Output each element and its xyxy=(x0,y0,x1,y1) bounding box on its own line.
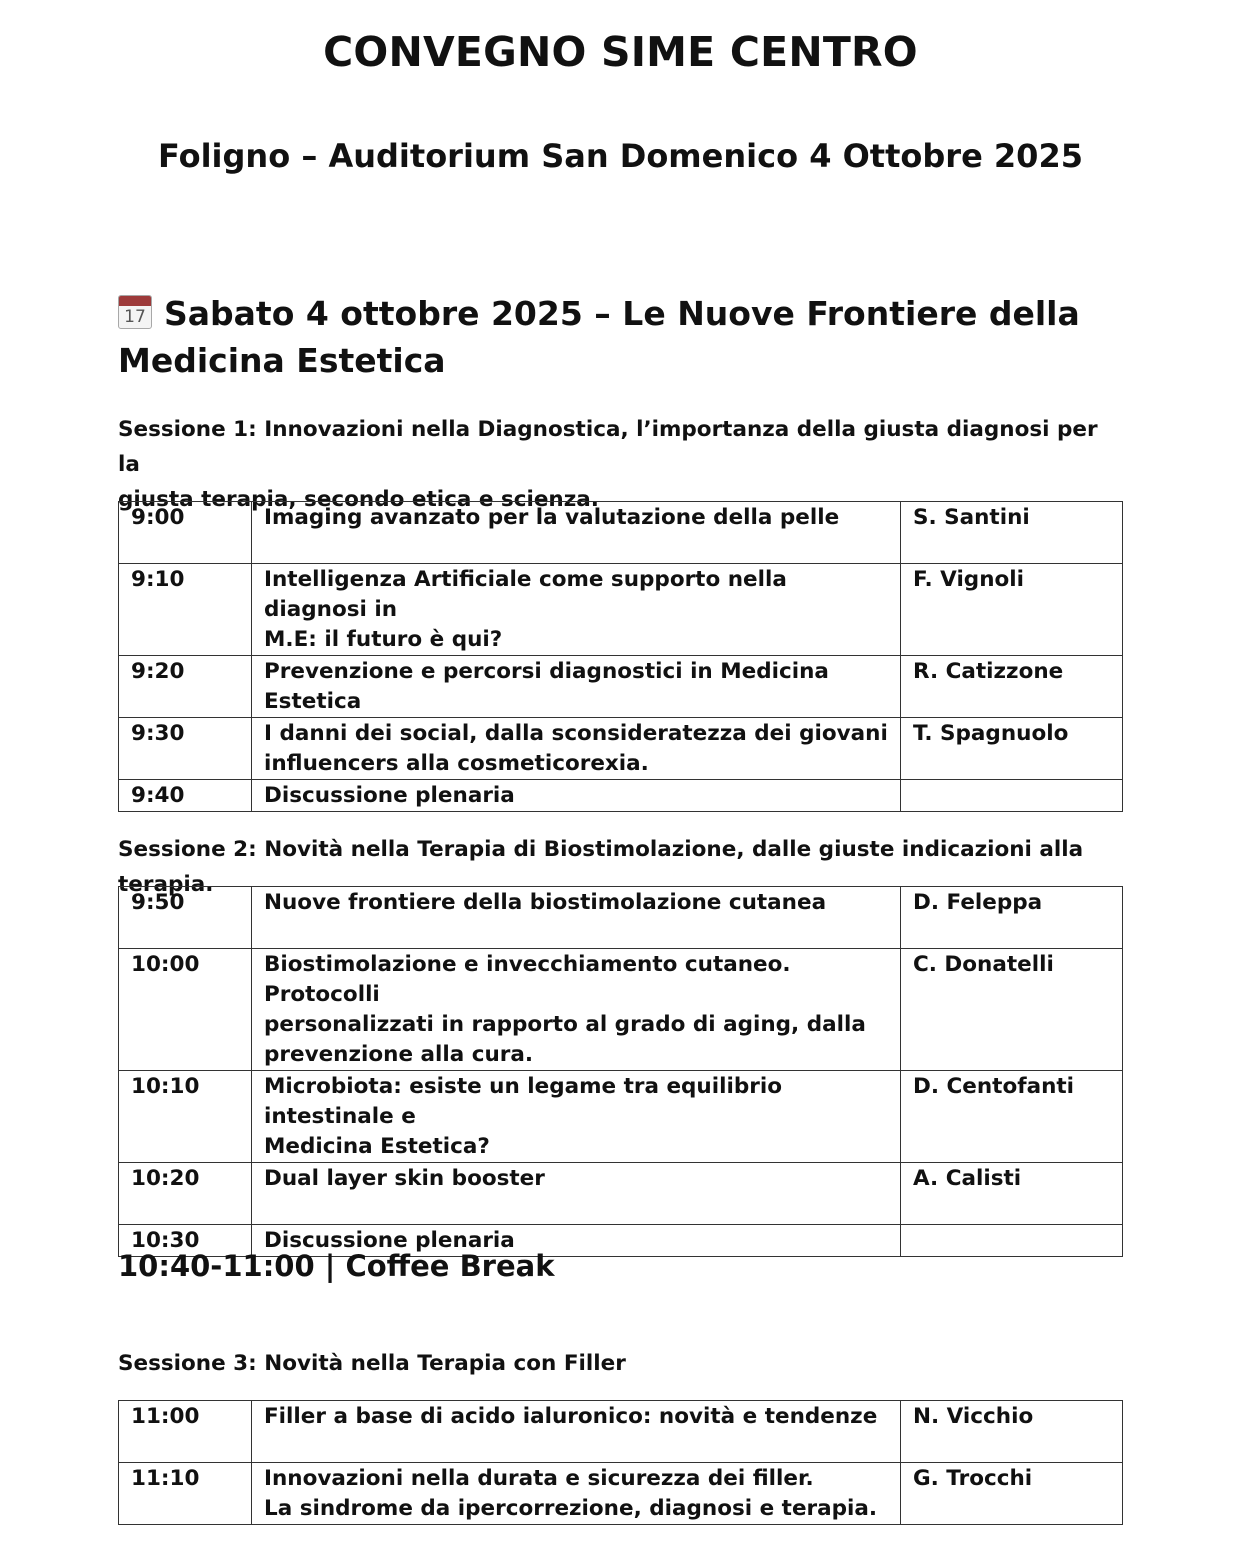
talk-cell xyxy=(252,656,901,718)
time-cell: 10:00 xyxy=(119,949,252,1071)
time-cell: 9:10 xyxy=(119,564,252,656)
time-cell: 11:10 xyxy=(119,1463,252,1525)
talk-line: M.E: il futuro è qui? xyxy=(264,627,503,652)
speaker-cell xyxy=(901,1225,1123,1257)
time-cell: 9:00 xyxy=(119,502,252,564)
talk-cell xyxy=(252,1163,901,1225)
talk-line: Biostimolazione e invecchiamento cutaneo. Protocolli xyxy=(264,952,791,1007)
talk-cell xyxy=(252,718,901,780)
talk-line: influencers alla cosmeticorexia. xyxy=(264,751,649,776)
talk-cell xyxy=(252,1071,901,1163)
table-row xyxy=(119,1071,1123,1163)
table-row xyxy=(119,1463,1123,1525)
talk-cell xyxy=(252,949,901,1071)
session-2-table xyxy=(118,886,1123,1257)
table-row xyxy=(119,1163,1123,1225)
talk-line: Innovazioni nella durata e sicurezza dei filler. xyxy=(264,1466,814,1491)
speaker-cell: T. Spagnuolo xyxy=(901,718,1123,780)
document-subtitle: Foligno – Auditorium San Domenico 4 Ottobre 2025 xyxy=(158,137,1083,175)
time-cell: 9:30 xyxy=(119,718,252,780)
time-cell: 9:40 xyxy=(119,780,252,812)
time-cell: 9:20 xyxy=(119,656,252,718)
speaker-cell: A. Calisti xyxy=(901,1163,1123,1225)
session-1-title-line2: giusta terapia, secondo etica e scienza. xyxy=(118,487,599,512)
speaker-cell xyxy=(901,780,1123,812)
talk-cell xyxy=(252,502,901,564)
talk-line: Discussione plenaria xyxy=(264,1228,515,1253)
session-2-title-line1: Sessione 2: Novità nella Terapia di Biostimolazione, dalle giuste indicazioni alla terapia. xyxy=(118,837,1084,897)
calendar-icon xyxy=(118,295,152,329)
table-row xyxy=(119,656,1123,718)
table-row xyxy=(119,1401,1123,1463)
talk-line: I danni dei social, dalla sconsideratezza dei giovani xyxy=(264,721,888,746)
time-cell: 11:00 xyxy=(119,1401,252,1463)
speaker-cell: C. Donatelli xyxy=(901,949,1123,1071)
talk-line: Nuove frontiere della biostimolazione cutanea xyxy=(264,890,827,915)
document-title: CONVEGNO SIME CENTRO xyxy=(323,28,918,76)
calendar-icon-day: 17 xyxy=(124,307,146,327)
talk-line: Imaging avanzato per la valutazione della pelle xyxy=(264,505,840,530)
table-row xyxy=(119,718,1123,780)
table-row xyxy=(119,887,1123,949)
speaker-cell: S. Santini xyxy=(901,502,1123,564)
speaker-cell: F. Vignoli xyxy=(901,564,1123,656)
time-cell: 10:30 xyxy=(119,1225,252,1257)
speaker-cell: R. Catizzone xyxy=(901,656,1123,718)
coffee-break-heading: 10:40-11:00 | Coffee Break xyxy=(118,1249,555,1283)
session-1-title-line1: Sessione 1: Innovazioni nella Diagnostica, l’importanza della giusta diagnosi per la xyxy=(118,417,1098,477)
table-row xyxy=(119,502,1123,564)
session-3-table xyxy=(118,1400,1123,1525)
talk-cell xyxy=(252,887,901,949)
time-cell: 9:50 xyxy=(119,887,252,949)
session-3-title-line1: Sessione 3: Novità nella Terapia con Filler xyxy=(118,1351,626,1376)
session-1-table xyxy=(118,501,1123,812)
session-3-title xyxy=(118,1346,1118,1381)
table-row xyxy=(119,780,1123,812)
talk-line: prevenzione alla cura. xyxy=(264,1042,534,1067)
talk-cell xyxy=(252,1463,901,1525)
table-row xyxy=(119,949,1123,1071)
talk-line: Microbiota: esiste un legame tra equilibrio intestinale e xyxy=(264,1074,782,1129)
talk-line: La sindrome da ipercorrezione, diagnosi e terapia. xyxy=(264,1496,878,1521)
talk-line: Filler a base di acido ialuronico: novità e tendenze xyxy=(264,1404,878,1429)
talk-cell xyxy=(252,564,901,656)
day-heading-line1: Sabato 4 ottobre 2025 – Le Nuove Frontiere della xyxy=(164,294,1080,333)
talk-line: Medicina Estetica? xyxy=(264,1134,490,1159)
talk-cell xyxy=(252,780,901,812)
time-cell: 10:10 xyxy=(119,1071,252,1163)
speaker-cell: G. Trocchi xyxy=(901,1463,1123,1525)
talk-line: Intelligenza Artificiale come supporto nella diagnosi in xyxy=(264,567,787,622)
talk-line: Prevenzione e percorsi diagnostici in Medicina Estetica xyxy=(264,659,829,714)
talk-line: personalizzati in rapporto al grado di aging, dalla xyxy=(264,1012,866,1037)
speaker-cell: D. Centofanti xyxy=(901,1071,1123,1163)
table-row xyxy=(119,564,1123,656)
talk-line: Discussione plenaria xyxy=(264,783,515,808)
speaker-cell: N. Vicchio xyxy=(901,1401,1123,1463)
speaker-cell: D. Feleppa xyxy=(901,887,1123,949)
talk-line: Dual layer skin booster xyxy=(264,1166,545,1191)
time-cell: 10:20 xyxy=(119,1163,252,1225)
day-heading xyxy=(118,290,1118,384)
day-heading-line2: Medicina Estetica xyxy=(118,341,446,380)
talk-cell xyxy=(252,1401,901,1463)
